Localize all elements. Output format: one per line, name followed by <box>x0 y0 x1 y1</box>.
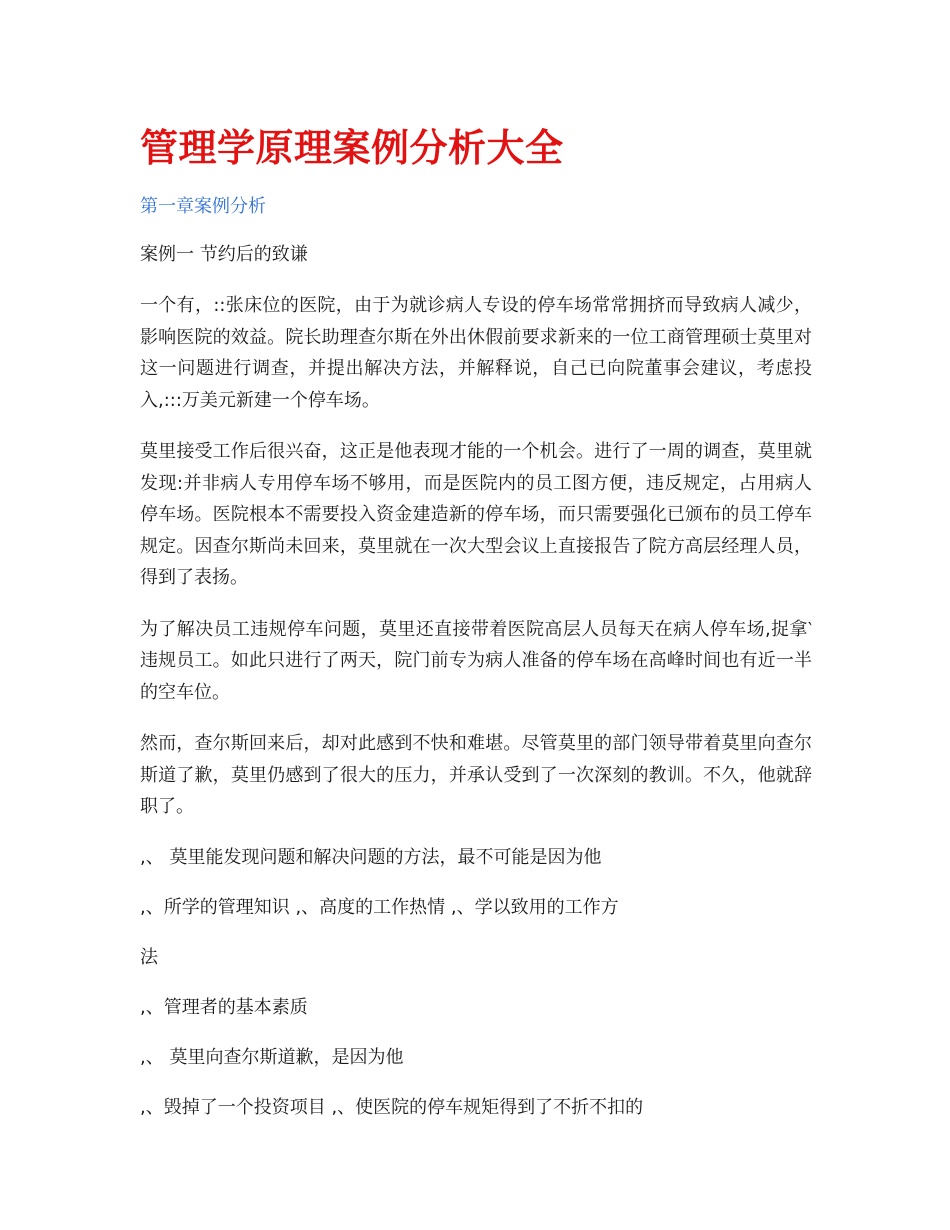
paragraph-4: 然而，查尔斯回来后，却对此感到不快和难堪。尽管莫里的部门领导带着莫里向查尔斯道了歉，莫里仍感到了很大的压力，并承认受到了一次深刻的教训。不久，他就辞职了。 <box>140 733 812 817</box>
paragraph-3: 为了解决员工违规停车问题，莫里还直接带着医院高层人员每天在病人停车场,捉拿‵违规员工。如此只进行了两天，院门前专为病人准备的停车场在高峰时间也有近一半的空车位。 <box>140 618 812 703</box>
question-2-options: ,、毁掉了一个投资项目 ,、使医院的停车规矩得到了不折不扣的 <box>140 1096 644 1118</box>
document-content <box>140 122 812 1123</box>
case-title: 案例一 节约后的致谦 <box>140 244 308 265</box>
question-1-option-d: ,、管理者的基本素质 <box>140 996 308 1018</box>
document-title: 管理学原理案例分析大全 <box>140 126 564 170</box>
question-1: ,、 莫里能发现问题和解决问题的方法，最不可能是因为他 <box>140 846 602 868</box>
question-2: ,、 莫里向查尔斯道歉，是因为他 <box>140 1046 404 1068</box>
paragraph-2: 莫里接受工作后很兴奋，这正是他表现才能的一个机会。进行了一周的调查，莫里就发现:并非病人专用停车场不够用，而是医院内的员工图方便，违反规定，占用病人停车场。医院根本不需要投入资金建造新的停车场，而只需要强化已颁布的员工停车规定。因查尔斯尚未回来，莫里就在一次大型会议上直接报告了院方高层经理人员，得到了表扬。 <box>140 441 812 588</box>
question-1-options: ,、所学的管理知识 ,、高度的工作热情 ,、学以致用的工作方 <box>140 896 619 918</box>
question-1-options-continued: 法 <box>140 946 158 968</box>
paragraph-1: 一个有，::张床位的医院，由于为就诊病人专设的停车场常常拥挤而导致病人减少，影响医院的效益。院长助理查尔斯在外出休假前要求新来的一位工商管理硕士莫里对这一问题进行调查，并提出解决方法，并解释说，自己已向院董事会建议，考虑投入,:::万美元新建一个停车场。 <box>140 295 812 411</box>
chapter-heading: 第一章案例分析 <box>140 196 266 217</box>
